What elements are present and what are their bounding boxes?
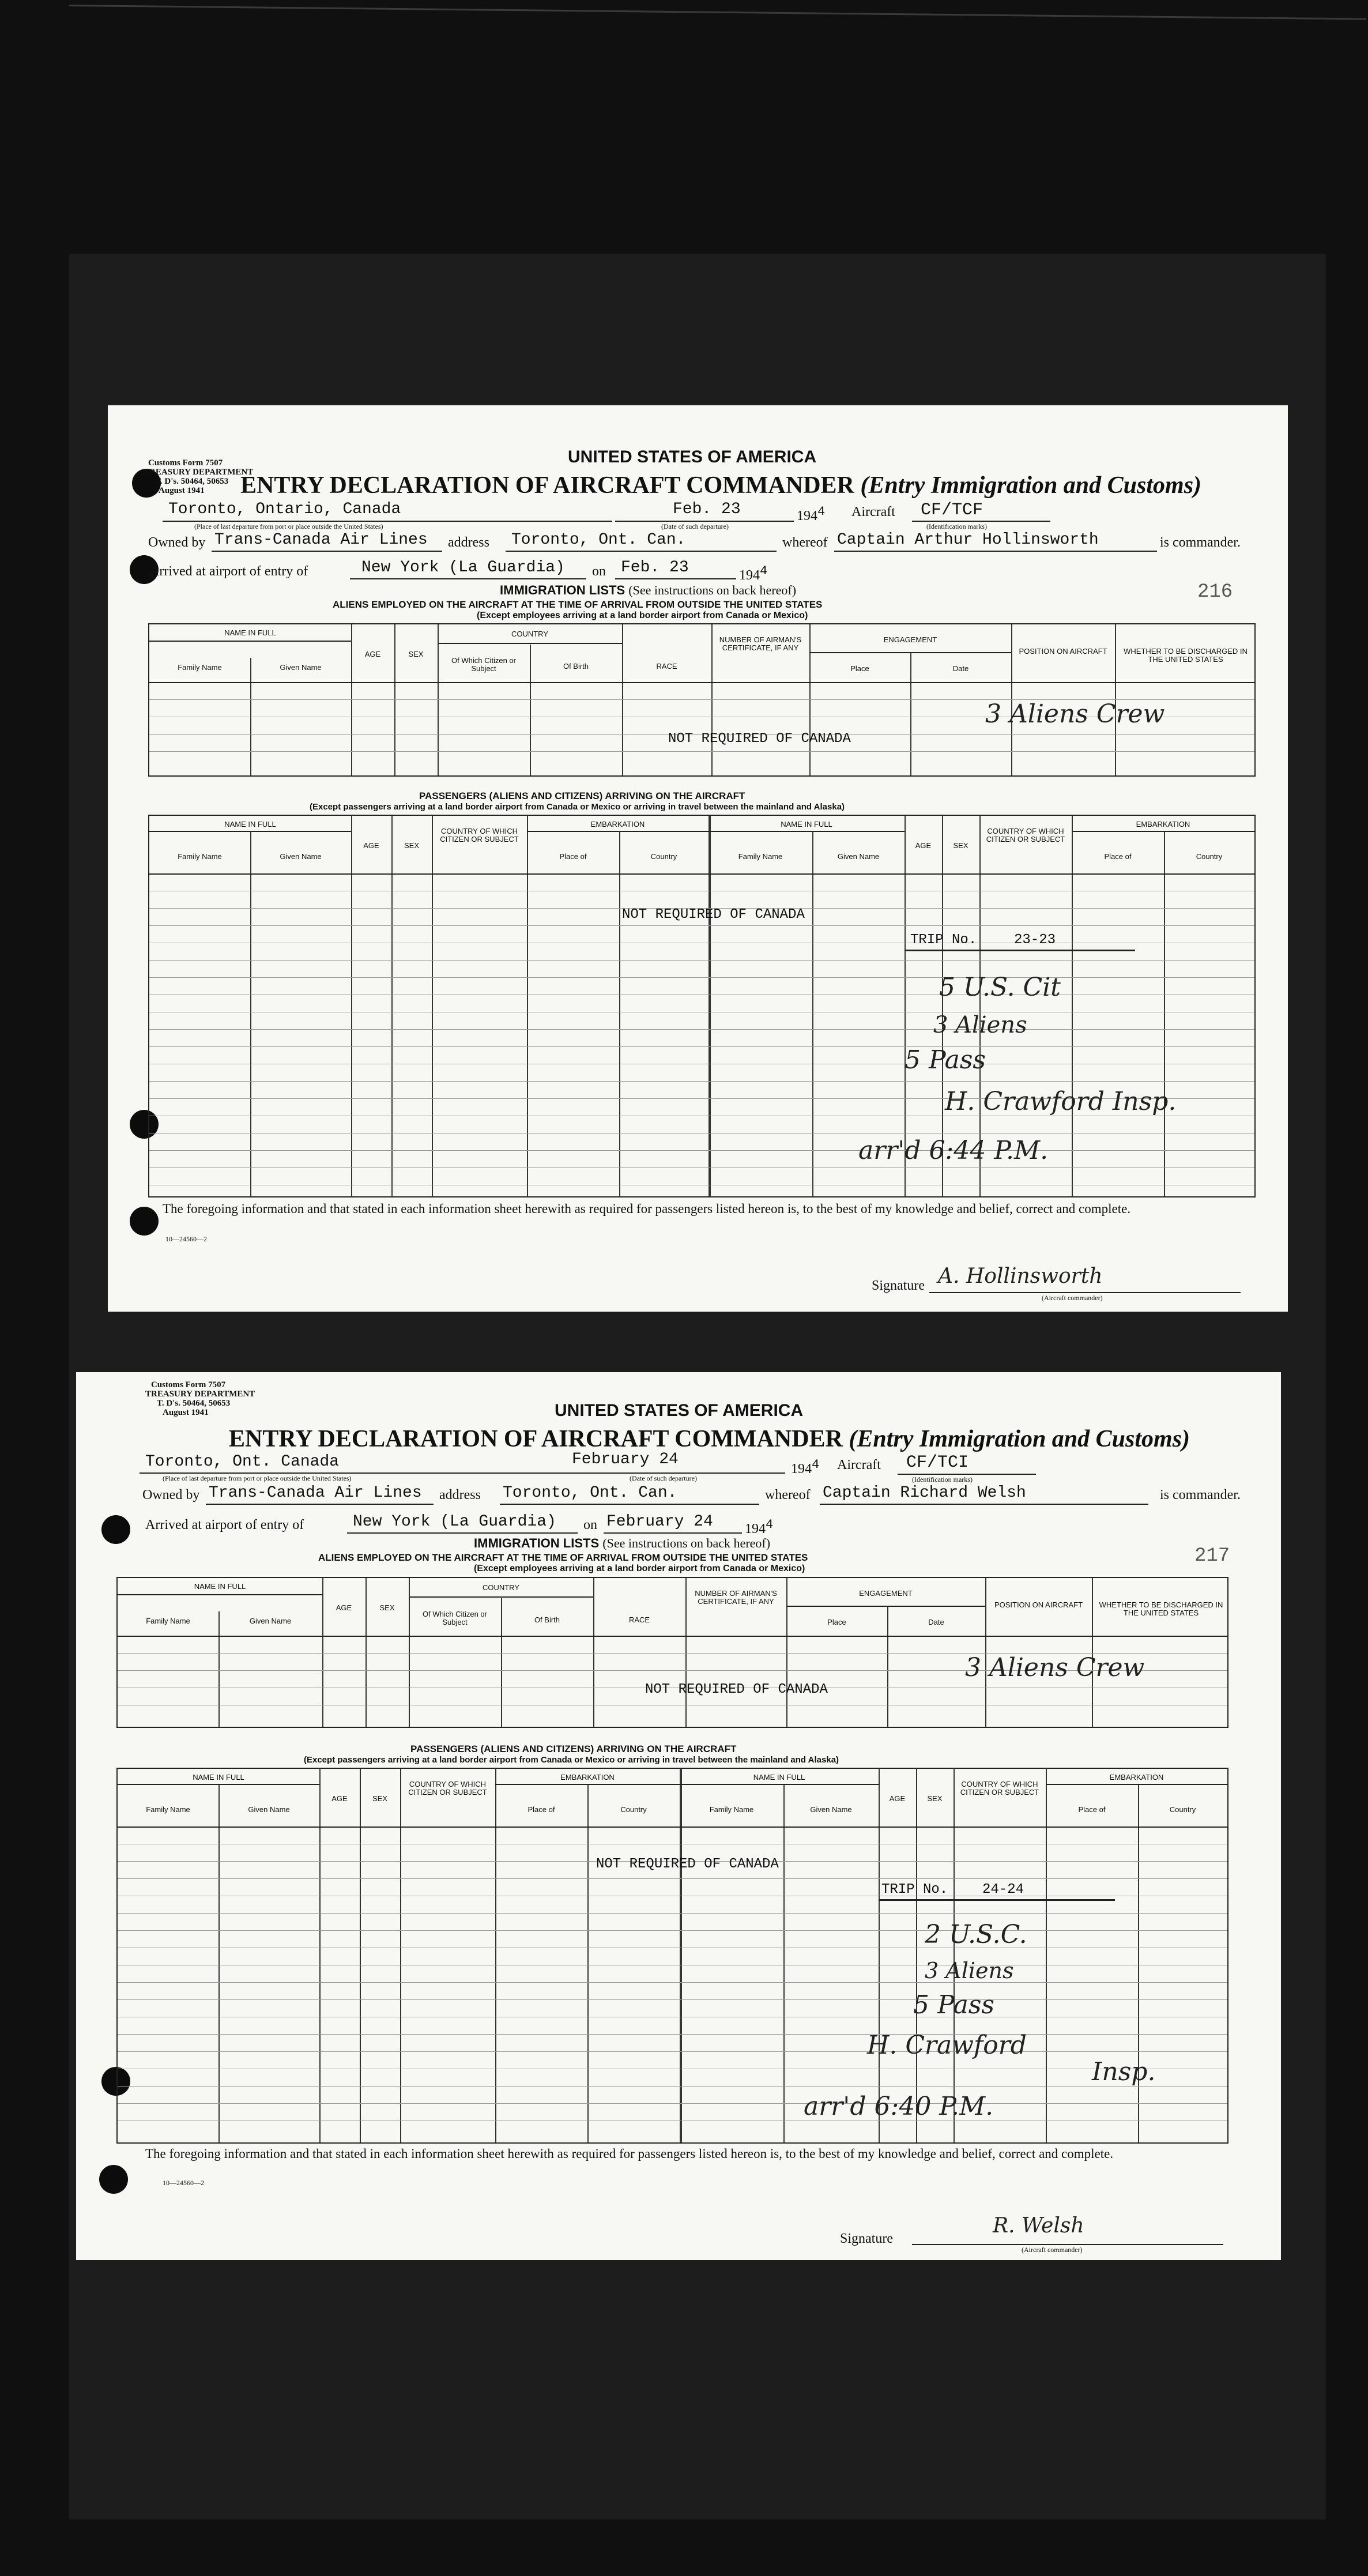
pax-hdr-given-2: Given Name — [837, 852, 880, 861]
crew2-hdr-place: Place — [827, 1618, 846, 1626]
departure-date: Feb. 23 — [673, 500, 741, 518]
hand2-line-1: 2 U.S.C. — [925, 1920, 1027, 1949]
crew-hdr-date: Date — [952, 664, 969, 673]
punch-hole-7 — [99, 2165, 128, 2194]
aliens-note: (Except employees arriving at a land border airport from Canada or Mexico) — [477, 611, 808, 620]
departure-date-caption-2: (Date of such departure) — [630, 1474, 697, 1482]
whereof-label-2: whereof — [765, 1487, 811, 1502]
aircraft-label: Aircraft — [851, 504, 895, 519]
pax2-hdr-country-2: Country — [1169, 1805, 1196, 1814]
pax2-hdr-citizen-2: COUNTRY OF WHICH CITIZEN OR SUBJECT — [960, 1780, 1039, 1797]
crew-hdr-birth: Of Birth — [563, 662, 589, 671]
passengers-note-2: (Except passengers arriving at a land border airport from Canada or Mexico or arriving in travel between the mainland and Alaska) — [304, 1755, 839, 1765]
certification-text-2: The foregoing information and that stated in each information sheet herewith as required for passengers listed hereon is, to the best of my knowledge and belief, correct and complete. — [145, 2146, 1114, 2161]
aliens-note-2: (Except employees arriving at a land border airport from Canada or Mexico) — [474, 1564, 805, 1573]
certification-text: The foregoing information and that stated in each information sheet herewith as required for passengers listed hereon is, to the best of my knowledge and belief, correct and complete. — [163, 1202, 1131, 1216]
crew2-hdr-discharged: WHETHER TO BE DISCHARGED IN THE UNITED STATES — [1099, 1600, 1223, 1617]
hand2-line-3: 5 Pass — [913, 1990, 995, 2020]
pax-hdr-citizen-2: COUNTRY OF WHICH CITIZEN OR SUBJECT — [986, 827, 1065, 843]
pax2-hdr-given: Given Name — [248, 1805, 290, 1814]
dept-name-2: TREASURY DEPARTMENT — [145, 1389, 255, 1399]
owner-address: Toronto, Ont. Can. — [511, 531, 686, 549]
pax2-hdr-country: Country — [620, 1805, 647, 1814]
pax-hdr-country-2: Country — [1196, 852, 1223, 861]
owner-address-2: Toronto, Ont. Can. — [503, 1484, 677, 1502]
departure-place-2: Toronto, Ont. Canada — [145, 1453, 340, 1471]
departure-place-caption-2: (Place of last departure from port or place outside the United States) — [163, 1474, 352, 1482]
whereof-label: whereof — [782, 535, 828, 550]
pax-hdr-age-2: AGE — [915, 841, 932, 850]
on-label: on — [592, 564, 606, 579]
hand-line-1: 5 U.S. Cit — [939, 973, 1061, 1002]
commander-suffix: is commander. — [1160, 535, 1241, 550]
pax-hdr-age: AGE — [363, 841, 379, 850]
arrived-label-2: Arrived at airport of entry of — [145, 1517, 304, 1532]
signature-label-2: Signature — [840, 2231, 893, 2246]
stamp-number-2: 217 — [1194, 1545, 1230, 1567]
crew-hdr-country: COUNTRY — [511, 630, 549, 638]
crew2-hdr-citizen: Of Which Citizen or Subject — [423, 1610, 487, 1626]
crew2-hdr-cert: NUMBER OF AIRMAN'S CERTIFICATE, IF ANY — [695, 1589, 777, 1606]
form-title-2: ENTRY DECLARATION OF AIRCRAFT COMMANDER (Entry Immigration and Customs) — [229, 1426, 1190, 1452]
form-title: ENTRY DECLARATION OF AIRCRAFT COMMANDER (Entry Immigration and Customs) — [240, 472, 1202, 499]
pax-hdr-name-2: NAME IN FULL — [781, 820, 832, 828]
address-label-2: address — [439, 1487, 481, 1502]
pax2-hdr-sex: SEX — [372, 1794, 387, 1803]
crew2-hdr-birth: Of Birth — [534, 1615, 560, 1624]
aircraft-marks-caption: (Identification marks) — [926, 522, 987, 530]
crew-hdr-race: RACE — [656, 662, 677, 671]
owner-name-2: Trans-Canada Air Lines — [209, 1484, 422, 1502]
departure-place-caption: (Place of last departure from port or place outside the United States) — [194, 522, 383, 530]
hand-line-3: 5 Pass — [905, 1045, 986, 1075]
pax2-hdr-age: AGE — [331, 1794, 348, 1803]
passengers-title: PASSENGERS (ALIENS AND CITIZENS) ARRIVING ON THE AIRCRAFT — [419, 790, 745, 801]
country-title: UNITED STATES OF AMERICA — [568, 447, 817, 466]
form-date-2: August 1941 — [163, 1408, 209, 1417]
pax2-hdr-embarkation: EMBARKATION — [560, 1773, 615, 1782]
crew-not-required: NOT REQUIRED OF CANADA — [668, 731, 851, 747]
pax-hdr-name: NAME IN FULL — [224, 820, 276, 828]
arrived-label: Arrived at airport of entry of — [149, 564, 308, 579]
owned-by-label: Owned by — [148, 535, 206, 550]
crew-hdr-position: POSITION ON AIRCRAFT — [1019, 647, 1107, 656]
form-number-2: Customs Form 7507 — [151, 1380, 226, 1389]
pax2-hdr-name: NAME IN FULL — [193, 1773, 244, 1782]
crew2-hdr-sex: SEX — [379, 1603, 395, 1612]
hand2-line-4: H. Crawford — [867, 2031, 1027, 2060]
arrival-date: Feb. 23 — [621, 559, 689, 577]
crew2-hdr-family: Family Name — [146, 1617, 190, 1625]
hand-line-4: H. Crawford Insp. — [945, 1087, 1177, 1116]
td-numbers: T. D's. 50464, 50653 — [155, 477, 229, 486]
pax-hdr-place-2: Place of — [1104, 852, 1132, 861]
crew-handwritten: 3 Aliens Crew — [985, 699, 1165, 729]
arrival-year: 1944 — [739, 564, 768, 583]
film-edge-line — [69, 5, 1366, 20]
departure-date-caption: (Date of such departure) — [661, 522, 729, 530]
crew2-hdr-engagement: ENGAGEMENT — [859, 1589, 913, 1598]
country-title-2: UNITED STATES OF AMERICA — [555, 1401, 804, 1420]
signature-caption-2: (Aircraft commander) — [1022, 2246, 1083, 2254]
pax-hdr-country: Country — [650, 852, 677, 861]
declaration-form-1 — [108, 405, 1288, 1312]
crew2-hdr-name: NAME IN FULL — [194, 1582, 246, 1591]
print-code: 10—24560—2 — [165, 1235, 207, 1243]
crew-hdr-citizen: Of Which Citizen or Subject — [451, 656, 516, 673]
hand-line-2: 3 Aliens — [933, 1012, 1027, 1038]
hand2-line-5: Insp. — [1092, 2057, 1156, 2087]
pax2-hdr-given-2: Given Name — [810, 1805, 852, 1814]
pax2-hdr-age-2: AGE — [889, 1794, 906, 1803]
trip-number: 23-23 — [1014, 932, 1056, 948]
dept-name: TREASURY DEPARTMENT — [144, 468, 254, 477]
crew2-not-required: NOT REQUIRED OF CANADA — [645, 1682, 828, 1697]
crew-hdr-engagement: ENGAGEMENT — [883, 635, 937, 644]
arrival-airport-2: New York (La Guardia) — [353, 1513, 556, 1531]
crew2-hdr-race: RACE — [628, 1615, 650, 1624]
crew-hdr-sex: SEX — [408, 650, 424, 658]
pax-hdr-embarkation: EMBARKATION — [590, 820, 645, 828]
crew-hdr-discharged: WHETHER TO BE DISCHARGED IN THE UNITED STATES — [1124, 647, 1248, 664]
pax-hdr-given: Given Name — [280, 852, 322, 861]
commander-name-2: Captain Richard Welsh — [823, 1484, 1026, 1502]
passengers-note: (Except passengers arriving at a land border airport from Canada or Mexico or arriving in travel between the mainland and Alaska) — [310, 802, 845, 812]
immigration-title: IMMIGRATION LISTS (See instructions on back hereof) — [500, 583, 797, 597]
aircraft-marks-caption-2: (Identification marks) — [912, 1475, 973, 1483]
crew2-hdr-country: COUNTRY — [482, 1583, 520, 1592]
aircraft-marks-2: CF/TCI — [906, 1453, 969, 1472]
pax-hdr-embarkation-2: EMBARKATION — [1136, 820, 1190, 828]
arrival-year-2: 1944 — [745, 1517, 774, 1536]
pax-hdr-sex: SEX — [404, 841, 419, 850]
form-date: August 1941 — [159, 486, 205, 495]
departure-date-2: February 24 — [572, 1451, 679, 1468]
commander-suffix-2: is commander. — [1160, 1487, 1241, 1502]
crew-table — [148, 623, 1256, 777]
pax2-hdr-family-2: Family Name — [709, 1805, 754, 1814]
signature-hand-2: R. Welsh — [993, 2214, 1084, 2238]
trip-label: TRIP No. — [910, 932, 977, 948]
pax2-hdr-place: Place of — [527, 1805, 555, 1814]
trip-label-2: TRIP No. — [881, 1882, 948, 1897]
year-field: 1944 — [797, 504, 826, 524]
pax2-hdr-embarkation-2: EMBARKATION — [1109, 1773, 1164, 1782]
signature-hand: A. Hollinsworth — [938, 1264, 1103, 1288]
signature-caption: (Aircraft commander) — [1042, 1294, 1103, 1302]
on-label-2: on — [583, 1517, 597, 1532]
crew-hdr-place: Place — [850, 664, 869, 673]
commander-name: Captain Arthur Hollinsworth — [837, 531, 1099, 549]
pax2-hdr-name-2: NAME IN FULL — [753, 1773, 805, 1782]
stamp-number: 216 — [1197, 581, 1233, 603]
immigration-title-2: IMMIGRATION LISTS (See instructions on back hereof) — [474, 1536, 771, 1550]
crew2-hdr-position: POSITION ON AIRCRAFT — [994, 1600, 1083, 1609]
arrival-date-2: February 24 — [606, 1513, 713, 1531]
departure-place: Toronto, Ontario, Canada — [168, 500, 401, 518]
pax2-hdr-citizen: COUNTRY OF WHICH CITIZEN OR SUBJECT — [408, 1780, 487, 1797]
pax-hdr-family: Family Name — [178, 852, 222, 861]
hand2-line-6: arr'd 6:40 P.M. — [804, 2092, 994, 2121]
print-code-2: 10—24560—2 — [163, 2179, 204, 2187]
crew2-handwritten: 3 Aliens Crew — [965, 1653, 1145, 1682]
signature-label: Signature — [872, 1278, 925, 1293]
crew-hdr-age: AGE — [364, 650, 381, 658]
declaration-form-2 — [76, 1372, 1281, 2260]
hand-line-5: arr'd 6:44 P.M. — [858, 1136, 1049, 1165]
crew-hdr-cert: NUMBER OF AIRMAN'S CERTIFICATE, IF ANY — [719, 635, 802, 652]
trip-number-2: 24-24 — [982, 1882, 1024, 1897]
owner-name: Trans-Canada Air Lines — [214, 531, 428, 549]
pax2-hdr-place-2: Place of — [1078, 1805, 1106, 1814]
arrival-airport: New York (La Guardia) — [361, 559, 565, 577]
pax2-hdr-family: Family Name — [146, 1805, 190, 1814]
crew-table-2 — [116, 1577, 1228, 1728]
form-number: Customs Form 7507 — [148, 458, 223, 468]
pax-hdr-citizen: COUNTRY OF WHICH CITIZEN OR SUBJECT — [440, 827, 519, 843]
pax2-not-required: NOT REQUIRED OF CANADA — [596, 1856, 779, 1872]
aliens-title-2: ALIENS EMPLOYED ON THE AIRCRAFT AT THE TIME OF ARRIVAL FROM OUTSIDE THE UNITED STATES — [318, 1552, 808, 1563]
address-label: address — [448, 535, 489, 550]
crew2-hdr-age: AGE — [336, 1603, 352, 1612]
hand2-line-2: 3 Aliens — [925, 1958, 1014, 1983]
pax-hdr-family-2: Family Name — [738, 852, 783, 861]
passengers-title-2: PASSENGERS (ALIENS AND CITIZENS) ARRIVING ON THE AIRCRAFT — [410, 1743, 737, 1754]
crew2-hdr-given: Given Name — [249, 1617, 292, 1625]
pax2-hdr-sex-2: SEX — [927, 1794, 943, 1803]
year-field-2: 1944 — [791, 1458, 820, 1477]
aircraft-marks: CF/TCF — [921, 500, 983, 520]
punch-hole-4 — [130, 1207, 159, 1236]
pax-hdr-place: Place of — [559, 852, 587, 861]
crew-hdr-name: NAME IN FULL — [224, 628, 276, 637]
crew-hdr-family: Family Name — [178, 663, 222, 672]
aircraft-label-2: Aircraft — [837, 1458, 881, 1472]
passenger-table-2 — [116, 1768, 1228, 2144]
owned-by-label-2: Owned by — [142, 1487, 200, 1502]
crew-hdr-given: Given Name — [280, 663, 322, 672]
punch-hole-5 — [101, 1515, 130, 1544]
crew2-hdr-date: Date — [928, 1618, 944, 1626]
pax-not-required: NOT REQUIRED OF CANADA — [622, 907, 805, 922]
passenger-table — [148, 815, 1256, 1197]
pax-hdr-sex-2: SEX — [953, 841, 968, 850]
td-numbers-2: T. D's. 50464, 50653 — [157, 1399, 231, 1408]
aliens-title: ALIENS EMPLOYED ON THE AIRCRAFT AT THE TIME OF ARRIVAL FROM OUTSIDE THE UNITED STATES — [333, 599, 823, 610]
